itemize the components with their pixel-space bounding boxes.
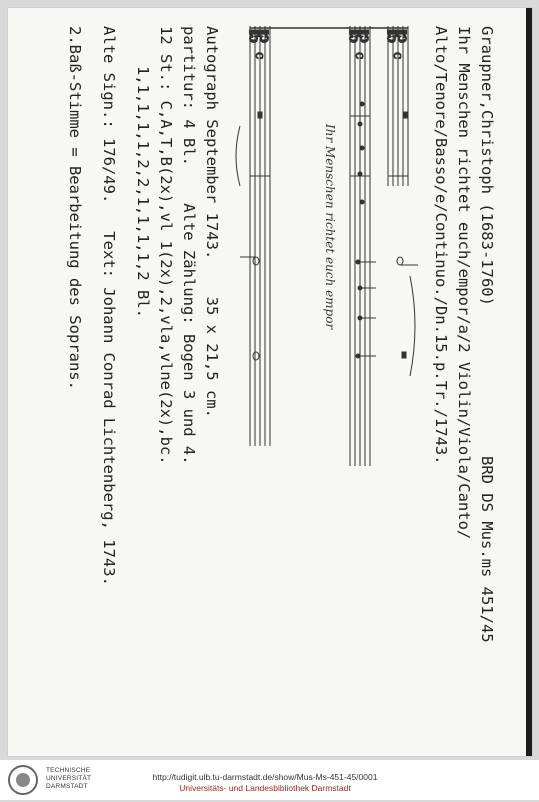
shelfmark: BRD DS Mus.ms 451/45 [478,456,496,643]
parts-leaves-line: 1,1,1,1,1,2,2,1,1,1,1,2 Bl. [134,66,152,318]
catalog-card [8,8,532,756]
partitur-line: partitur: 4 Bl. Alte Zählung: Bogen 3 und 4. [180,26,198,465]
permalink-url[interactable]: http://tudigit.ulb.tu-darmstadt.de/show/Mus-Ms-451-45/0001 [152,772,378,782]
scoring-line: Alto/Tenore/Basso/e/Continuo./Dn.15.p.Tr./1743. [432,26,450,465]
university-seal-icon [6,763,40,797]
card-text-rotated [28,26,498,746]
staff-1 [388,26,408,186]
old-signature-line: Alte Sign.: 176/49. Text: Johann Conrad Lichtenberg, 1743. [100,26,118,586]
svg-text:c: c [390,52,405,60]
svg-text:c: c [352,52,367,60]
music-incipit [230,26,420,466]
title-line: Ihr Menschen richtet euch/empor/a/2 Violin/Viola/Canto/ [455,26,473,540]
parts-line: 12 St.: C,A,T,B(2x),vl 1(2x),2,vla,vlne(2x),bc. [157,26,175,465]
c-clef-icon: 𝄡 [344,30,372,44]
composer-line: Graupner,Christoph (1683-1760) [478,26,496,306]
staff-2 [350,26,370,466]
bass-part-note: 2.Baß-Stimme = Bearbeitung des Soprans. [66,26,84,390]
c-clef-icon: 𝄡 [244,30,272,44]
autograph-line: Autograph September 1743. 35 x 21,5 cm. [203,26,221,418]
library-name[interactable]: Universitäts- und Landesbibliothek Darmstadt [179,783,351,793]
staff-3 [250,26,270,446]
viewer-footer [0,760,539,800]
svg-text:c: c [252,52,267,60]
logo-wordmark: TECHNISCHE UNIVERSITÄT DARMSTADT [46,767,92,790]
c-clef-icon: 𝄡 [382,30,410,44]
incipit-lyrics: Ihr Menschen richtet euch empor [323,124,337,330]
tu-darmstadt-logo [6,763,106,797]
